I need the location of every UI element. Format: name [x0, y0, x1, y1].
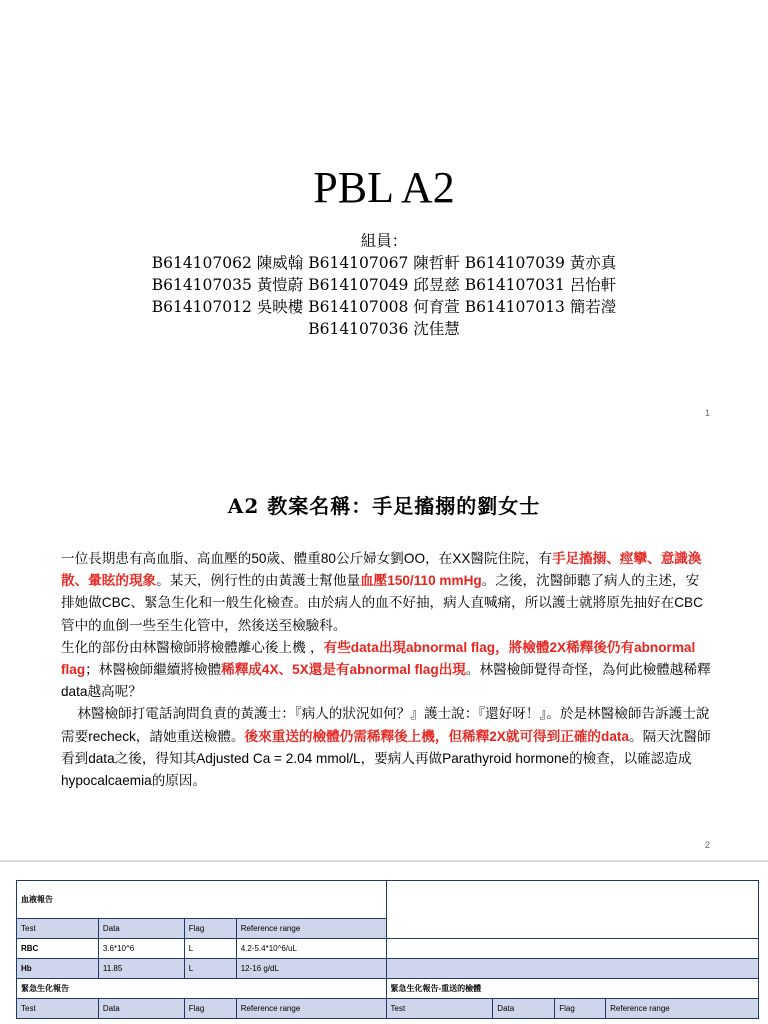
- slide-2: [0, 430, 768, 860]
- table-header-row: Test Data Flag Reference range Test Data Flag Reference range: [17, 999, 759, 1019]
- member-line: B614107035 黃愷蔚 B614107049 邱昱慈 B614107031 呂怡軒: [151, 276, 617, 294]
- member-line: B614107012 吳映樓 B614107008 何育萱 B614107013 簡若瀅: [151, 298, 617, 316]
- member-line: B614107036 沈佳慧: [308, 320, 460, 338]
- paragraph-2: 生化的部份由林醫檢師將檢體離心後上機 ，有些data出現abnormal flag，將檢體2X稀釋後仍有abnormal flag；林醫檢師繼續將檢體稀釋成4X、5X還是有abnormal flag出現。林醫檢師覺得奇怪，為何此檢體越稀釋data越高呢？: [61, 639, 711, 701]
- member-line: B614107062 陳威翰 B614107067 陳哲軒 B614107039 黃亦真: [151, 254, 617, 272]
- empty-cell: [386, 881, 759, 939]
- member-list: [0, 230, 768, 340]
- lab-report-table: [16, 880, 759, 1019]
- empty-cell: [386, 959, 759, 979]
- section-title-row: [17, 979, 759, 999]
- table-header-row: Test Data Flag Reference range: [17, 919, 759, 939]
- slide-title: PBL A2: [313, 163, 455, 212]
- slide-1: [0, 0, 768, 430]
- paragraph-1: 一位長期患有高血脂、高血壓的50歲、體重80公斤婦女劉OO，在XX醫院住院，有手足搐搦、痙攣、意識渙散、暈眩的現象。某天，例行性的由黃護士幫他量血壓150/110 mmHg。之後，沈醫師聽了病人的主述，安排她做CBC、緊急生化和一般生化檢查。由於病人的血不好抽，病人直喊痛，所以護士就將原先抽好在CBC管中的血倒一些至生化管中，然後送至檢驗科。: [61, 551, 703, 634]
- page-number: 2: [704, 840, 710, 850]
- page-number: 1: [704, 408, 710, 418]
- emergency-report-title: 緊急生化報告: [17, 979, 387, 999]
- slide-3: [0, 862, 768, 1024]
- blood-report-title: 血液報告: [17, 881, 387, 919]
- table-row: Hb 11.85 L 12-16 g/dL: [17, 959, 759, 979]
- case-title: A2 教案名稱：手足搐搦的劉女士: [227, 494, 541, 518]
- paragraph-3: 林醫檢師打電話詢問負責的黃護士：『病人的狀況如何？』護士說：『還好呀！』。於是林醫檢師告訴護士說需要recheck，請她重送檢體。後來重送的檢體仍需稀釋後上機，但稀釋2X就可得到正確的data。隔天沈醫師看到data之後，得知其Adjusted Ca = 2.04 mmol/L，要病人再做Parathyroid hormone的檢查，以確認造成hypocalcaemia的原因。: [61, 706, 711, 790]
- table-row: RBC 3.6*10^6 L 4.2-5.4*10^6/uL: [17, 939, 759, 959]
- empty-cell: [386, 939, 759, 959]
- case-body: [61, 548, 711, 792]
- members-label: 組員：: [360, 232, 408, 250]
- emergency-resend-title: 緊急生化報告-重送的檢體: [386, 979, 759, 999]
